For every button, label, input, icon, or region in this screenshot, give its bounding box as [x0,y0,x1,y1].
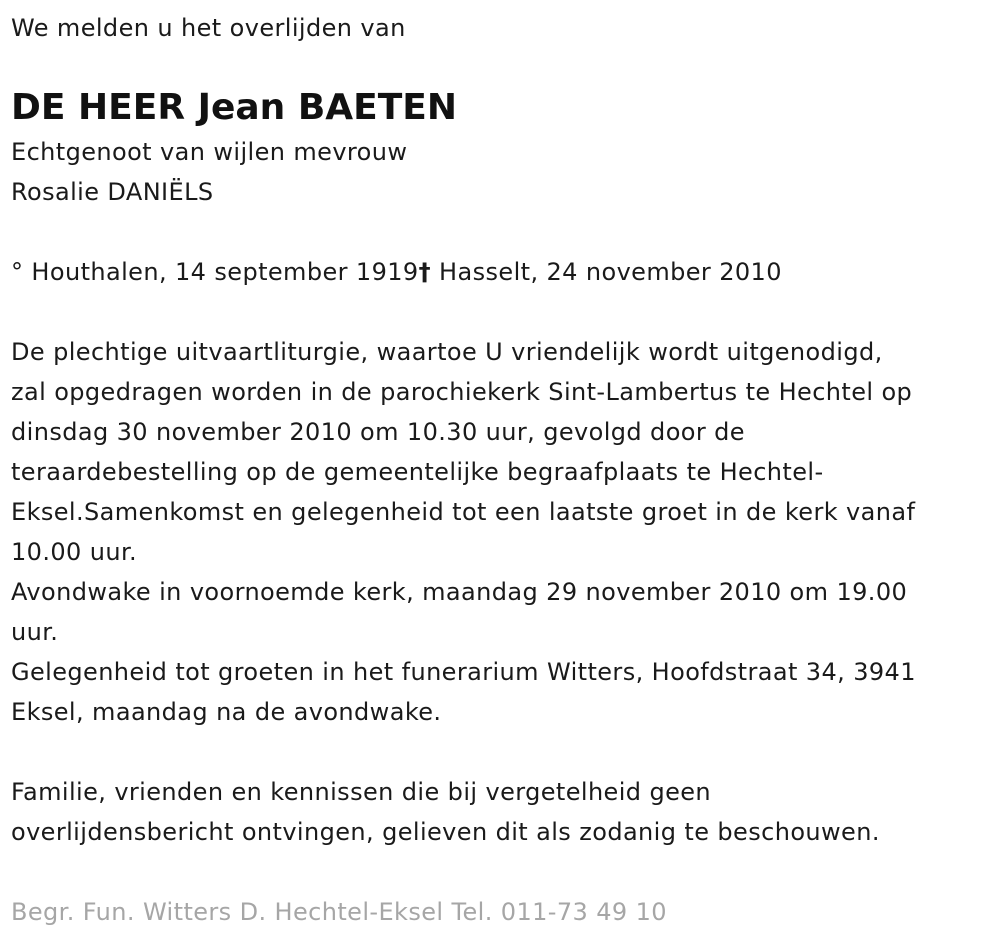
family-paragraph [11,772,996,852]
funeral-line: Avondwake in voornoemde kerk, maandag 29 november 2010 om 19.00 [11,578,908,606]
funeral-line: 10.00 uur. [11,538,138,566]
intro-text: We melden u het overlijden van [11,14,406,42]
funeral-line: Gelegenheid tot groeten in het funerarium Witters, Hoofdstraat 34, 3941 [11,658,916,686]
funeral-paragraph [11,332,996,732]
death-notice [11,8,996,932]
funeral-home-footer: Begr. Fun. Witters D. Hechtel-Eksel Tel. 011-73 49 10 [11,898,667,926]
spacer [11,852,996,892]
spouse-line-1: Echtgenoot van wijlen mevrouw [11,138,408,166]
family-line: Familie, vrienden en kennissen die bij vergetelheid geen [11,778,712,806]
deceased-name: DE HEER Jean BAETEN [11,87,458,128]
spacer [11,292,996,332]
funeral-line: dinsdag 30 november 2010 om 10.30 uur, gevolgd door de [11,418,745,446]
funeral-line: zal opgedragen worden in de parochiekerk Sint-Lambertus te Hechtel op [11,378,913,406]
spacer [11,732,996,772]
funeral-line: Eksel.Samenkomst en gelegenheid tot een laatste groet in de kerk vanaf [11,498,916,526]
funeral-line: Eksel, maandag na de avondwake. [11,698,442,726]
funeral-line: uur. [11,618,59,646]
cross-icon: † [418,258,432,286]
spacer [11,212,996,252]
spouse-line-2: Rosalie DANIËLS [11,178,214,206]
birth-info: ° Houthalen, 14 september 1919 [11,258,419,286]
funeral-line: teraardebestelling op de gemeentelijke begraafplaats te Hechtel- [11,458,824,486]
dates-line [11,252,996,292]
death-info: Hasselt, 24 november 2010 [431,258,782,286]
family-line: overlijdensbericht ontvingen, gelieven dit als zodanig te beschouwen. [11,818,880,846]
funeral-line: De plechtige uitvaartliturgie, waartoe U vriendelijk wordt uitgenodigd, [11,338,883,366]
